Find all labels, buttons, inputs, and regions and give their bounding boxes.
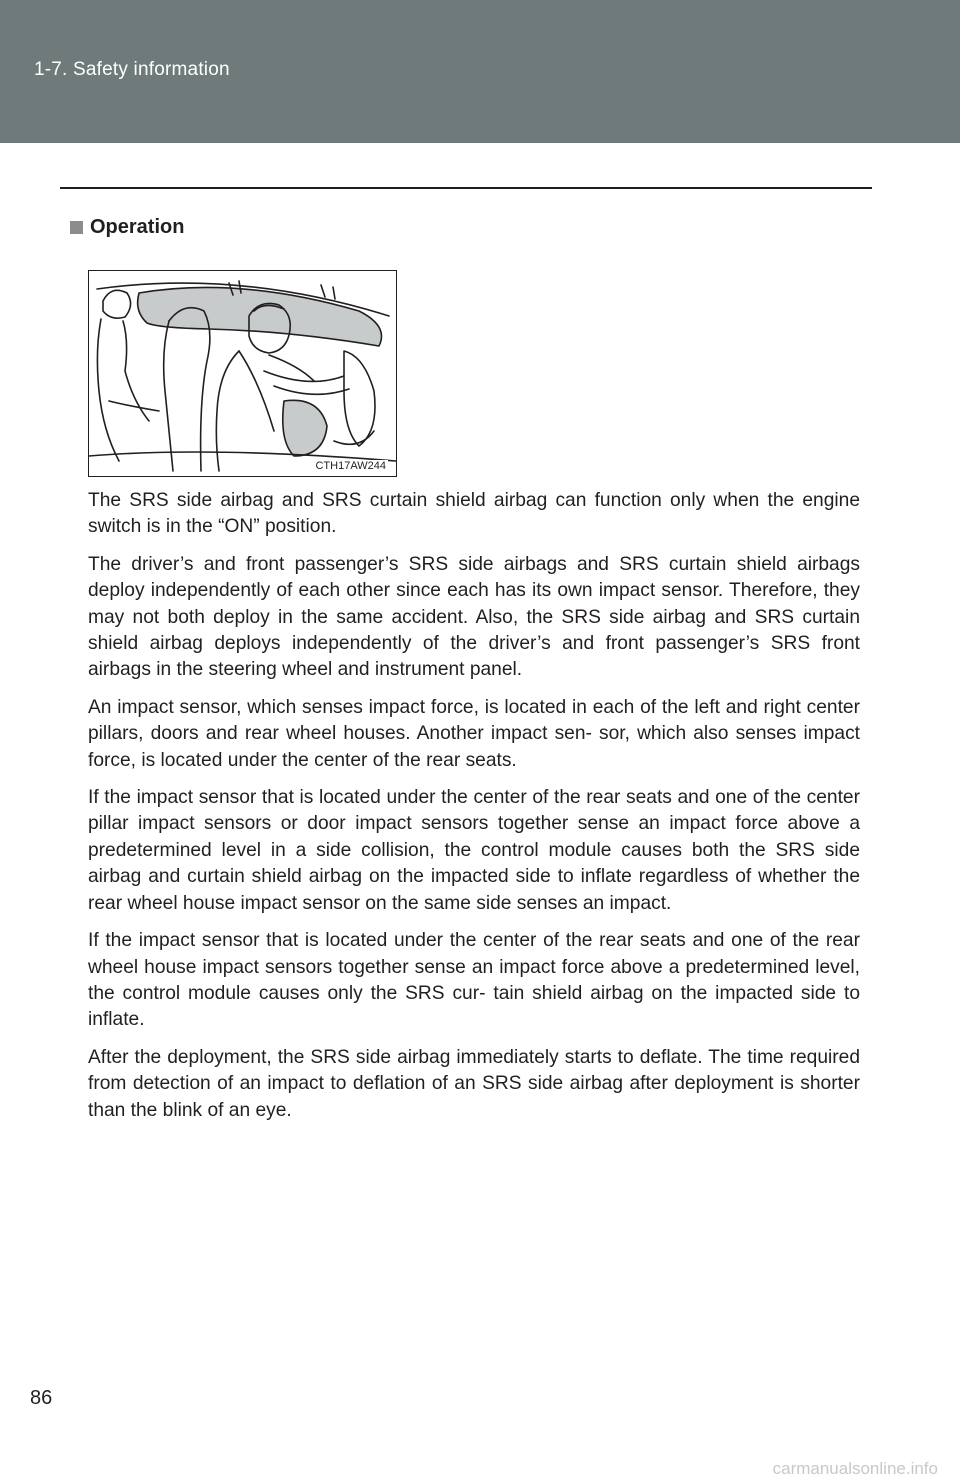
page-header-band [0, 0, 960, 143]
subheading [70, 216, 184, 239]
section-title: 1-7. Safety information [34, 59, 230, 80]
paragraph: If the impact sensor that is located under the center of the rear seats and one of the rear wheel house impact sensors together sense an impact force above a predetermined level, the control module causes only the SRS cur- tain shield airbag on the impacted side to inflate. [88, 930, 860, 1031]
paragraph: After the deployment, the SRS side airbag immediately starts to deflate. The time required from detection of an impact to deflation of an SRS side airbag after deployment is shorter than the blink of an eye. [88, 1046, 860, 1121]
subheading-label: Operation [90, 216, 185, 238]
square-bullet-icon [70, 221, 83, 234]
page-number: 86 [30, 1387, 53, 1409]
paragraph: The SRS side airbag and SRS curtain shield airbag can function only when the engine switch is in the “ON” position. [88, 490, 860, 538]
airbag-deployment-illustration [88, 270, 397, 477]
paragraph: The driver’s and front passenger’s SRS side airbags and SRS curtain shield airbags deploy independently of each other since each has its own impact sensor. Therefore, they may not both deploy in the same accident. Also, the SRS side airbag and SRS curtain shield airbag deploys independently of the driver’s and front passenger’s SRS front airbags in the steering wheel and instrument panel. [88, 553, 860, 681]
airbag-illustration-drawing [89, 271, 396, 476]
figure-code: CTH17AW244 [315, 460, 386, 472]
header-rule [60, 187, 872, 189]
paragraph: An impact sensor, which senses impact force, is located in each of the left and right center pillars, doors and rear wheel houses. Another impact sen- sor, which also senses impact force, is located under the center of the rear seats. [88, 696, 860, 771]
body-text [88, 488, 860, 1135]
paragraph: If the impact sensor that is located under the center of the rear seats and one of the center pillar impact sensors or door impact sensors together sense an impact force above a predetermined level in a side collision, the control module causes both the SRS side airbag and curtain shield airbag on the impacted side to inflate regardless of whether the rear wheel house impact sensor on the same side senses an impact. [88, 787, 860, 914]
watermark: carmanualsonline.info [772, 1459, 938, 1478]
